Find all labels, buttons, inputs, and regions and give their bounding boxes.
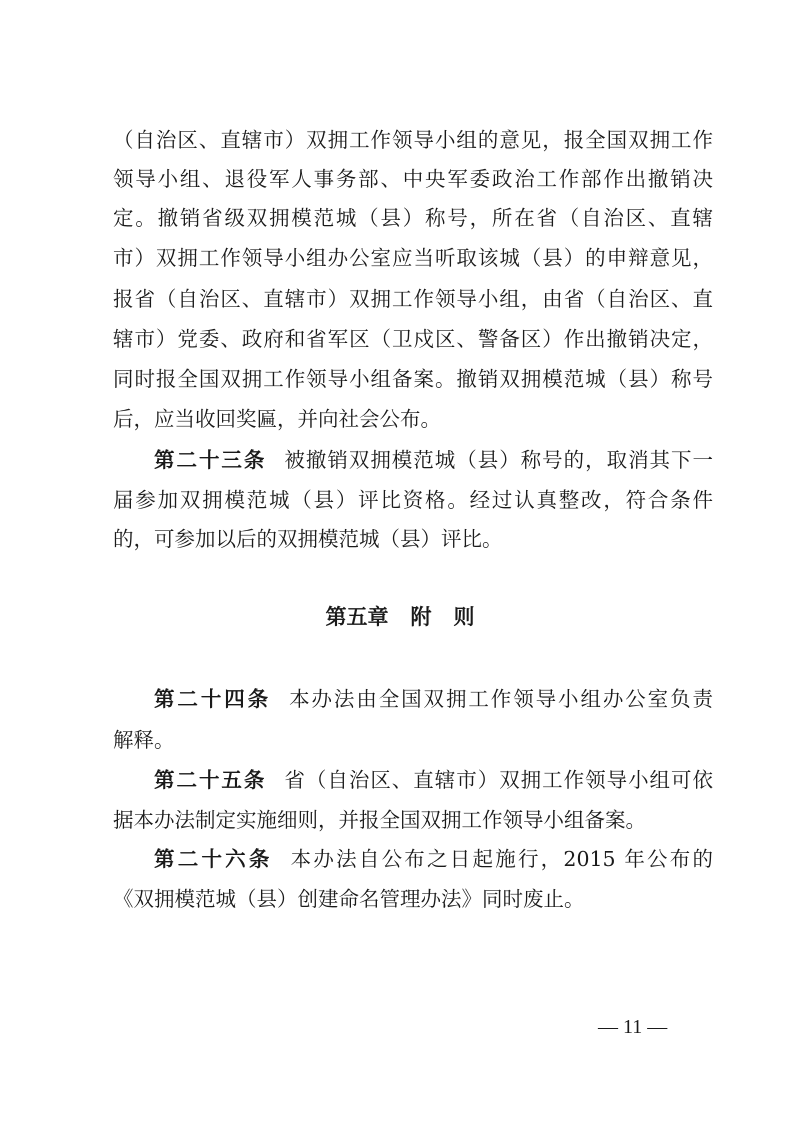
paragraph-line: 的，可参加以后的双拥模范城（县）评比。 [113,527,503,551]
paragraph-line: 定。撤销省级双拥模范城（县）称号，所在省（自治区、直辖 [113,206,713,230]
paragraph-line: 领导小组、退役军人事务部、中央军委政治工作部作出撤销决 [113,167,713,191]
article-23-heading: 第二十三条 [154,448,267,472]
article-25-text: 省（自治区、直辖市）双拥工作领导小组可依 [284,768,714,792]
paragraph-line: （自治区、直辖市）双拥工作领导小组的意见，报全国双拥工作 [113,128,713,152]
article-25-line [154,763,713,797]
article-26-line [154,842,713,876]
paragraph-line: 据本办法制定实施细则，并报全国双拥工作领导小组备案。 [113,808,646,832]
page-number: — 11 — [598,1016,668,1038]
article-24-line [154,682,713,716]
chapter-number: 第五章 [325,605,389,629]
chapter-title [0,600,800,634]
article-23-line [154,443,713,477]
chapter-name-2: 则 [453,605,475,629]
article-24-text: 本办法由全国双拥工作领导小组办公室负责 [289,687,714,711]
paragraph-line: 市）双拥工作领导小组办公室应当听取该城（县）的申辩意见， [113,246,713,270]
paragraph-line: 解释。 [113,728,175,752]
article-24-heading: 第二十四条 [154,687,272,711]
paragraph-line: 《双拥模范城（县）创建命名管理办法》同时废止。 [113,887,585,911]
paragraph-line: 同时报全国双拥工作领导小组备案。撤销双拥模范城（县）称号 [113,367,713,391]
paragraph-line: 辖市）党委、政府和省军区（卫戍区、警备区）作出撤销决定， [113,327,713,351]
paragraph-line: 报省（自治区、直辖市）双拥工作领导小组，由省（自治区、直 [113,287,713,311]
article-25-heading: 第二十五条 [154,768,267,792]
paragraph-line: 后，应当收回奖匾，并向社会公布。 [113,407,441,431]
chapter-name-1: 附 [410,605,432,629]
paragraph-line: 届参加双拥模范城（县）评比资格。经过认真整改，符合条件 [113,488,713,512]
article-26-heading: 第二十六条 [154,847,273,871]
article-23-text: 被撤销双拥模范城（县）称号的，取消其下一 [284,448,714,472]
article-26-text: 本办法自公布之日起施行，2015 年公布的 [290,847,714,871]
